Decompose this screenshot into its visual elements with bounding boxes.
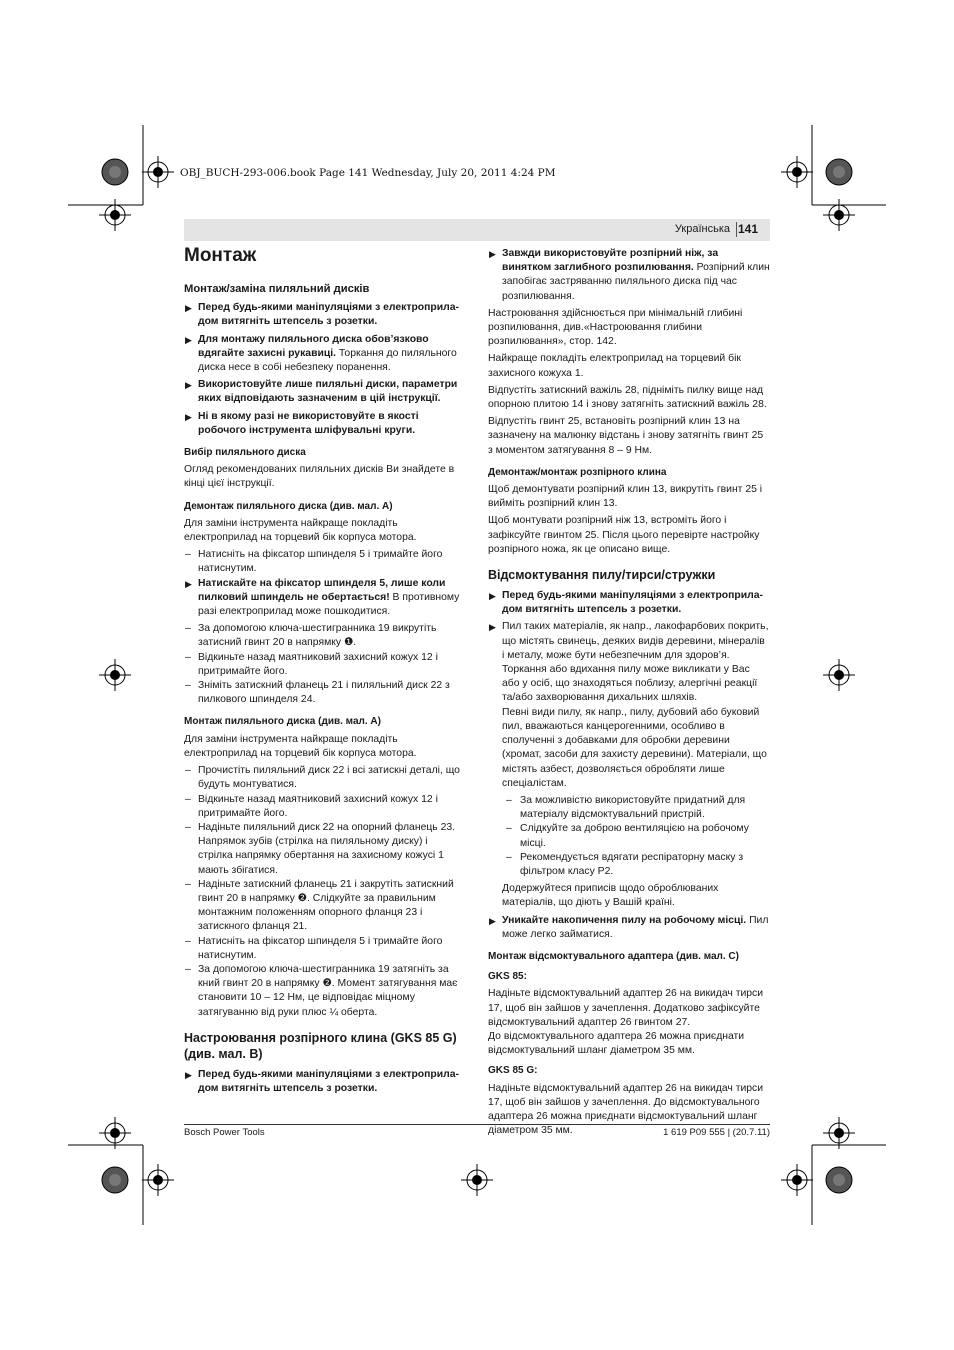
paragraph: Для заміни інструмента найкраще покладіть електроприлад на торцевий бік корпуса мотора. <box>184 517 417 544</box>
section-title: Монтаж/заміна пиляльний дисків <box>184 283 370 295</box>
subsection-title: GKS 85: <box>488 971 527 983</box>
list-item: – За допомогою ключа-шестигранника 19 затягніть за кний гвинт 20 в напрямку ❷. Момент затягування має становити 10 – 12 Нм, це відповідає міцному затягуванню від руки плюс ¼ оберта. <box>185 963 458 1018</box>
list-item: – Надіньте затискний фланець 21 і закрутіть затискний гвинт 20 в напрямку ❷. Слідкуйте за правильним монтажним положенням опорного фланця 23 і затискного фланця 21. <box>185 878 454 933</box>
triangle-bullet-icon: ▶ <box>489 249 496 259</box>
footer-doc-id: 1 619 P09 555 | (20.7.11) <box>663 1127 770 1138</box>
list-item: – Слідкуйте за доброю вентиляцією на робочому місці. <box>506 823 749 849</box>
list-item: ▶ Перед будь-якими маніпуляціями з електроприла-дом витягніть штепсель з розетки. <box>489 590 763 616</box>
section-title: Відсмоктування пилу/тирси/стружки <box>488 568 716 583</box>
list-item: – Прочистіть пиляльний диск 22 і всі затискні деталі, що будуть монтуватися. <box>185 765 460 791</box>
list-item: ▶ Уникайте накопичення пилу на робочому місці. Пил може легко займатися. <box>489 914 769 940</box>
paragraph: Настроювання здійснюється при мінімальній глибині розпилювання, див.«Настроювання глибини розпилювання», стор. 142. <box>488 307 743 348</box>
triangle-bullet-icon: ▶ <box>185 334 192 345</box>
paragraph: До відсмоктувального адаптера 26 можна приєднати відсмоктувальний шланг діаметром 35 мм. <box>488 1030 745 1057</box>
list-item: – Натисніть на фіксатор шпинделя 5 і тримайте його натиснутим. <box>185 935 443 961</box>
footer-rule <box>184 1124 770 1125</box>
paragraph: Надіньте відсмоктувальний адаптер 26 на викидач тирси 17, щоб він зайшов у зачеплення. До відсмоктувального адаптера 26 можна приєднати відсмоктувальний шланг діаметром 35 мм. <box>488 1082 764 1137</box>
print-info-line: OBJ_BUCH-293-006.book Page 141 Wednesday, July 20, 2011 4:24 PM <box>180 167 556 179</box>
list-item: ▶ Перед будь-якими маніпуляціями з електроприла-дом витягніть штепсель з розетки. <box>185 302 459 328</box>
paragraph: Щоб демонтувати розпірний клин 13, викрутіть гвинт 25 і вийміть розпірний клин 13. <box>488 484 763 510</box>
list-item: – Відкиньте назад маятниковий захисний кожух 12 і притримайте його. <box>185 793 438 819</box>
subsection-title: Вибір пиляльного диска <box>184 447 306 459</box>
subsection-title: Монтаж відсмоктувального адаптера (див. мал. С) <box>488 950 739 962</box>
list-item: ▶ Ні в якому разі не використовуйте в якості робочого інструмента шліфувальні круги. <box>185 410 419 436</box>
header-language: Українська <box>674 223 730 235</box>
header-separator <box>736 222 737 237</box>
page-header <box>184 219 770 241</box>
triangle-bullet-icon: ▶ <box>185 578 192 589</box>
list-item: – За можливістю використовуйте придатний для матеріалу відсмоктувальний пристрій. <box>506 794 746 821</box>
list-item: – Натисніть на фіксатор шпинделя 5 і тримайте його натиснутим. <box>185 549 443 575</box>
list-item: – Надіньте пиляльний диск 22 на опорний фланець 23. Напрямок зубів (стрілка на пиляльному диску) і стрілка напрямку обертання на захисному кожусі 1 мають збігатися. <box>185 821 456 876</box>
subsection-title: Демонтаж/монтаж розпірного клина <box>488 466 667 478</box>
paragraph: Відпустіть затискний важіль 28, підніміть пилку вище над опорною плитою 14 і знову затягніть затискний важіль 28. <box>488 384 767 411</box>
triangle-bullet-icon: ▶ <box>489 591 496 602</box>
triangle-bullet-icon: ▶ <box>185 303 192 314</box>
list-item: – Відкиньте назад маятниковий захисний кожух 12 і притримайте його. <box>185 651 438 677</box>
left-column <box>184 278 465 1099</box>
list-item: – За допомогою ключа-шестигранника 19 викрутіть затисний гвинт 20 в напрямку ❶. <box>185 623 437 649</box>
subsection-title: Монтаж пиляльного диска (див. мал. А) <box>184 716 381 728</box>
list-item: ▶ Пил таких матеріалів, як напр., лакофарбових покрить, що містять свинець, деяких видів деревини, мінералів і металу, може бути небезпечним для здоров’я. Торкання або вдихання пилу може викликати у Вас або у осіб, що знаходяться поблизу, алергічні реакції та/або захворювання дихальних шляхів. <box>489 621 769 704</box>
list-item: ▶ Перед будь-якими маніпуляціями з електроприла-дом витягніть штепсель з розетки. <box>185 1068 459 1094</box>
page-number: 141 <box>737 222 758 236</box>
triangle-bullet-icon: ▶ <box>489 622 496 633</box>
subsection-title: GKS 85 G: <box>488 1065 538 1077</box>
list-item: ▶ Завжди використовуйте розпірний ніж, за винятком заглибного розпилювання. Розпірний клин запобігає застряванню пиляльного диска під час розпилювання. <box>489 248 770 302</box>
list-item: – Рекомендується вдягати респіраторну маску з фільтром класу Р2. <box>506 851 744 877</box>
list-item: ▶ Для монтажу пиляльного диска обов’язково вдягайте захисні рукавиці. Торкання до пиляльного диска несе в собі небезпеку поранення. <box>185 333 457 374</box>
list-item: – Зніміть затискний фланець 21 і пиляльний диск 22 з пилкового шпинделя 24. <box>185 680 450 706</box>
subsection-title: Демонтаж пиляльного диска (див. мал. А) <box>184 500 393 512</box>
list-item: ▶ Використовуйте лише пиляльні диски, параметри яких відповідають зазначеним в цій інструкції. <box>185 379 458 405</box>
paragraph: Надіньте відсмоктувальний адаптер 26 на викидач тирси 17, щоб він зайшов у зачеплення. Додатково зафіксуйте відсмоктувальний адаптер 26 гвинтом 27. <box>488 988 764 1028</box>
page-title: Монтаж <box>184 245 257 266</box>
paragraph: Найкраще покладіть електроприлад на торцевий бік захисного кожуха 1. <box>488 353 741 379</box>
paragraph: Для заміни інструмента найкраще покладіть електроприлад на торцевий бік корпуса мотора. <box>184 733 417 759</box>
triangle-bullet-icon: ▶ <box>489 915 496 926</box>
triangle-bullet-icon: ▶ <box>185 1069 192 1080</box>
paragraph: Певні види пилу, як напр., пилу, дубовий або буковий пил, вважаються канцерогенними, особливо в сполученні з добавками для обробки деревини (хромат, засоби для захисту деревини). Матеріали, що містять азбест, дозволяється обробляти лише спеціалістам. <box>502 706 767 789</box>
paragraph: Огляд рекомендованих пиляльних дисків Ви знайдете в кінці цієї інструкції. <box>184 464 455 490</box>
right-column <box>488 247 770 1141</box>
triangle-bullet-icon: ▶ <box>185 380 192 391</box>
list-item: ▶ Натискайте на фіксатор шпинделя 5, лише коли пилковий шпиндель не обертається! В противному разі електроприлад може пошкодитися. <box>185 577 460 618</box>
paragraph: Відпустіть гвинт 25, встановіть розпірний клин 13 на зазначену на малюнку відстань і знову затягніть гвинт 25 з моментом затягування 8 – 9 Нм. <box>488 416 764 456</box>
footer-brand: Bosch Power Tools <box>184 1127 265 1138</box>
section-title: Настроювання розпірного клина (GKS 85 G) (див. мал. B) <box>184 1030 457 1061</box>
triangle-bullet-icon: ▶ <box>185 411 192 422</box>
paragraph: Додержуйтеся приписів щодо оброблюваних матеріалів, що діють у Вашій країні. <box>502 883 719 909</box>
paragraph: Щоб монтувати розпірний ніж 13, встроміть його і зафіксуйте гвинтом 25. Після цього перевірте настройку розпірного ножа, як це описано вище. <box>488 515 760 555</box>
